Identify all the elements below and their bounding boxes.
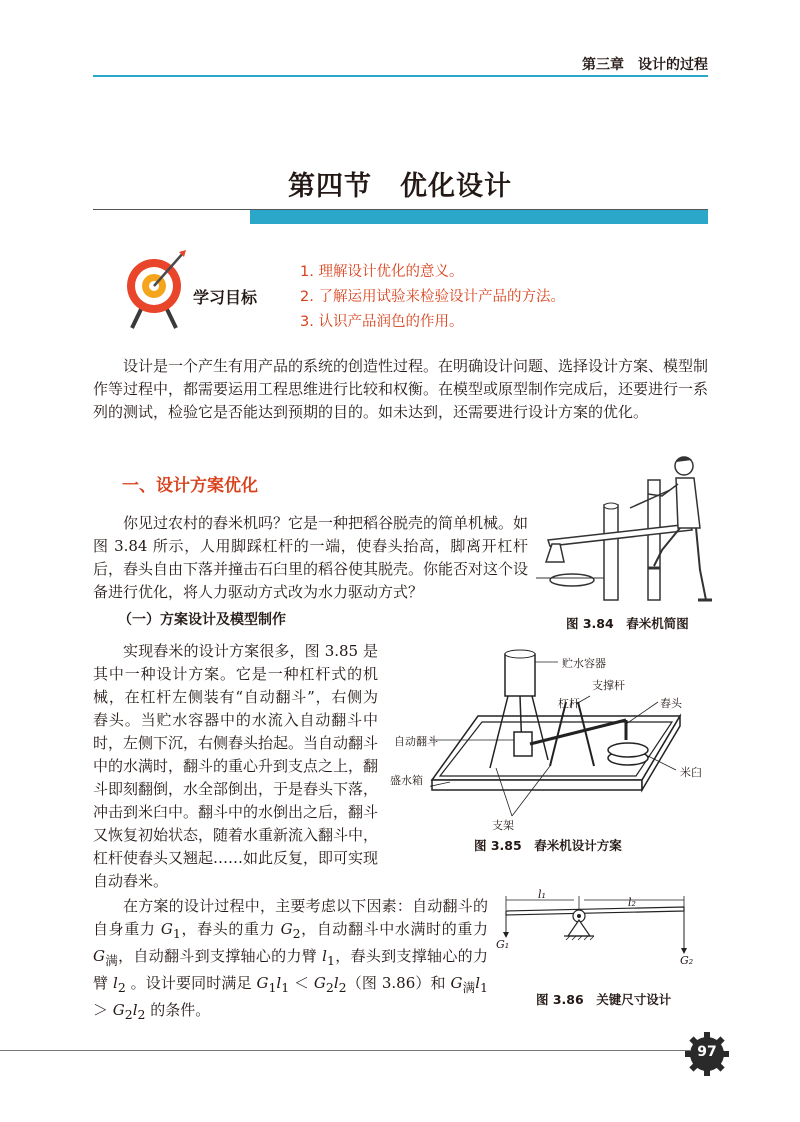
paragraph-rice-pounder: 你见过农村的舂米机吗？它是一种把稻谷脱壳的简单机械。如图 3.84 所示，人用脚踩杠杆的一端，使舂头抬高，脚离开杠杆后，舂头自由下落并撞击石臼里的稻谷使其脱壳。你能否对这个设备进行优化，将人力驱动方式改为水力驱动方式？: [93, 514, 529, 601]
lever-dimension-figure: [488, 880, 698, 975]
label-stand: 支架: [492, 819, 514, 832]
subheading-scheme-model: （一）方案设计及模型制作: [118, 612, 286, 628]
objective-item: 2. 了解运用试验来检验设计产品的方法。: [300, 289, 565, 305]
label-g2: G₂: [680, 954, 694, 967]
heading-design-optimization: 一、设计方案优化: [122, 476, 258, 496]
paragraph-design-scheme: 实现舂米的设计方案很多，图 3.85 是其中一种设计方案。它是一种杠杆式的机械，在杠杆左侧装有“自动翻斗”，右侧为舂头。当贮水容器中的水流入自动翻斗中时，左侧下沉，右侧舂头抬起。当自动翻斗中的水满时，翻斗的重心升到支点之上，翻斗即刻翻倒，水全部倒出，于是舂头下落，冲击到米臼中。翻斗中的水倒出之后，翻斗又恢复初始状态，随着水重新流入翻斗中，杠杆使舂头又翘起……如此反复，即可实现自动舂米。: [93, 642, 379, 890]
label-g1: G₁: [496, 938, 510, 951]
section-title: 第四节 优化设计: [288, 171, 512, 202]
objective-item: 3. 认识产品润色的作用。: [300, 314, 464, 330]
label-auto-bucket: 自动翻斗: [394, 735, 438, 748]
label-pestle-head: 舂头: [660, 697, 682, 710]
label-support-rod: 支撑杆: [592, 679, 625, 692]
label-lever: 杠杆: [558, 697, 580, 710]
label-l1: l₁: [538, 888, 546, 901]
target-arrow-icon: [118, 248, 190, 330]
label-mortar: 米臼: [680, 766, 702, 779]
intro-paragraph: 设计是一个产生有用产品的系统的创造性过程。在明确设计问题、选择设计方案、模型制作等过程中，都需要运用工程思维进行比较和权衡。在模型或原型制作完成后，还要进行一系列的测试，检验它是否能达到预期的目的。如未达到，还需要进行设计方案的优化。: [93, 357, 709, 421]
label-water-container: 贮水容器: [562, 657, 606, 670]
figure-3-85-caption: 图 3.85 舂米机设计方案: [474, 838, 622, 853]
objectives-label: 学习目标: [193, 288, 258, 307]
figure-3-84-caption: 图 3.84 舂米机简图: [566, 616, 689, 631]
rice-pounder-design-figure: [430, 640, 690, 830]
footer-rule: [0, 1050, 690, 1051]
page-number: 97: [697, 1044, 717, 1060]
label-l2: l₂: [628, 896, 636, 909]
header-rule: [93, 75, 708, 77]
title-accent-bar: [250, 210, 708, 224]
figure-3-86-caption: 图 3.86 关键尺寸设计: [536, 992, 672, 1007]
paragraph-design-factors: 在方案的设计过程中，主要考虑以下因素：自动翻斗的自身重力 $G_1$，舂头的重力 $G_2$，自动翻斗中水满时的重力 $G_满$，自动翻斗到支撑轴心的力臂 $l_1$，舂头到支撑轴心的力臂 $l_2$ 。设计要同时满足 $G_1l_1 < G_2l_2$（图 3.86）和 $G_满l_1 > G_2l_2$ 的条件。: [93, 897, 488, 1022]
rice-pounder-sketch-figure: [530, 450, 720, 610]
running-header: 第三章 设计的过程: [582, 57, 708, 73]
objective-item: 1. 理解设计优化的意义。: [300, 264, 464, 280]
label-water-tank: 盛水箱: [390, 774, 423, 787]
